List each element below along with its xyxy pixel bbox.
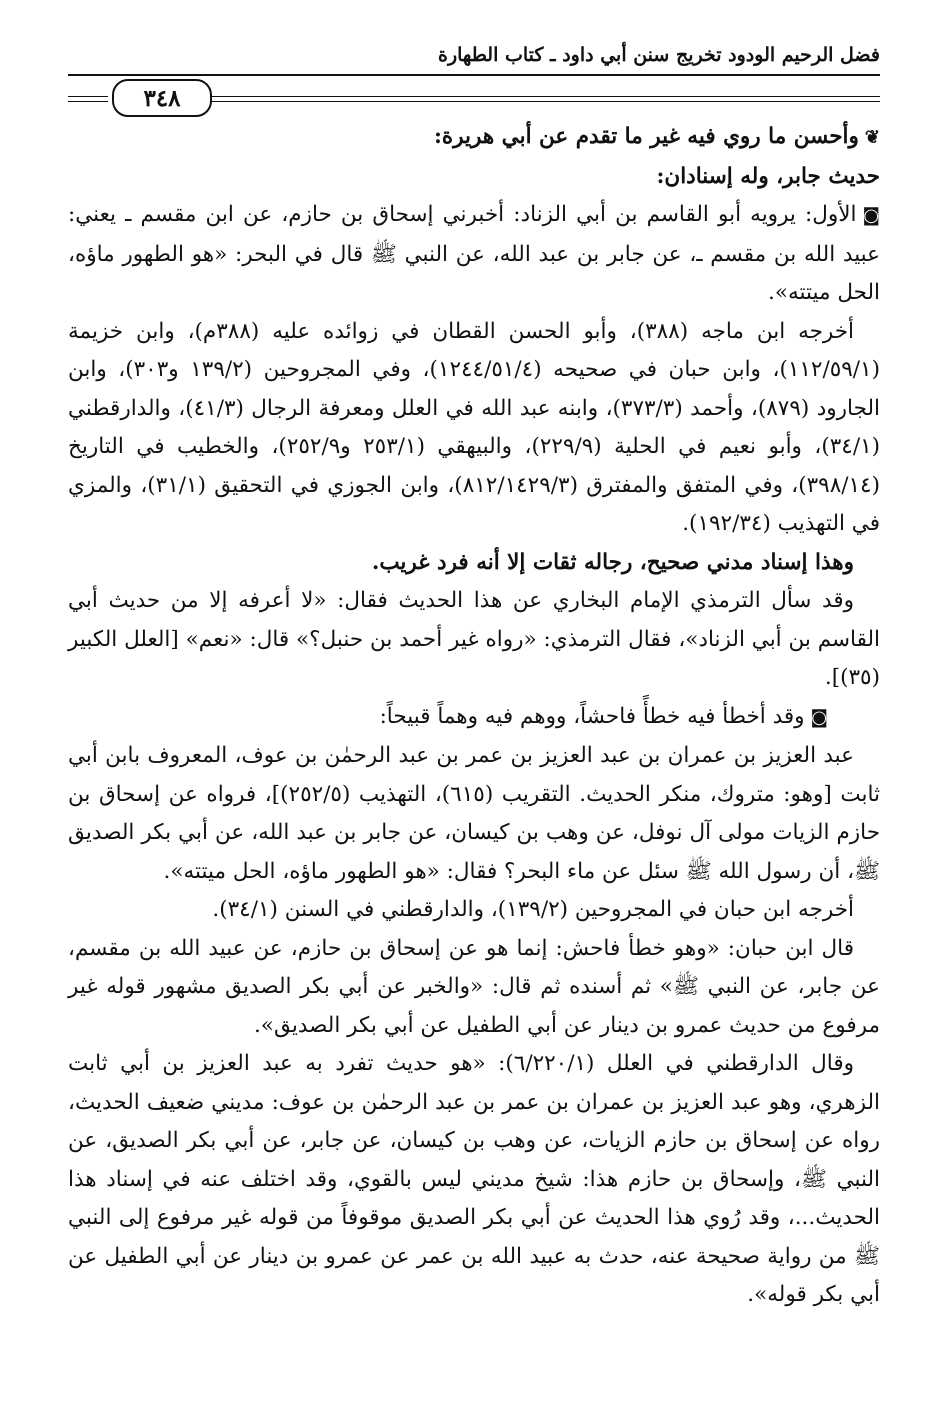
book-title: فضل الرحيم الودود تخريج سنن أبي داود ـ كتاب الطهارة bbox=[438, 44, 880, 66]
paragraph bbox=[68, 118, 880, 158]
page-number: ٣٤٨ bbox=[112, 79, 212, 117]
paragraph-marker-icon: ◙ bbox=[862, 205, 880, 226]
paragraph-text: عبد العزيز بن عمران بن عبد العزيز بن عمر بن عبد الرحمٰن بن عوف، المعروف بابن أبي ثابت [وهو: متروك، منكر الحديث. التقريب (٦١٥)، التهذيب (٢٥٢/٥)]، فرواه عن إسحاق بن حازم الزيات مولى آل نوفل، عن وهب بن كيسان، عن جابر بن عبد الله، عن أبي بكر الصديق ﷺ، أن رسول الله ﷺ سئل عن ماء البحر؟ فقال: «هو الطهور ماؤه، الحل ميتته». bbox=[68, 743, 880, 884]
paragraph bbox=[68, 582, 880, 698]
page-body bbox=[68, 118, 880, 1315]
header-rule bbox=[68, 74, 880, 76]
paragraph bbox=[68, 1045, 880, 1315]
paragraph-text: وقد سأل الترمذي الإمام البخاري عن هذا الحديث فقال: «لا أعرفه إلا من حديث أبي القاسم بن أبي الزناد»، فقال الترمذي: «رواه غير أحمد بن حنبل؟» قال: «نعم» [العلل الكبير (٣٥)]. bbox=[68, 588, 881, 690]
paragraph-text: أخرجه ابن ماجه (٣٨٨)، وأبو الحسن القطان في زوائده عليه (٣٨٨م)، وابن خزيمة (١١٢/٥٩/١)، وابن حبان في صحيحه (١٢٤٤/٥١/٤)، وفي المجروحين (١٣٩/٢ و٣٠٣)، وابن الجارود (٨٧٩)، وأحمد (٣٧٣/٣)، وابنه عبد الله في العلل ومعرفة الرجال (٤١/٣)، والدارقطني (٣٤/١)، وأبو نعيم في الحلية (٢٢٩/٩)، والبيهقي (٢٥٣/١ و٢٥٢/٩)، والخطيب في التاريخ (٣٩٨/١٤)، وفي المتفق والمفترق (٨١٢/١٤٢٩/٣)، وابن الجوزي في التحقيق (٣١/١)، والمزي في التهذيب (١٩٢/٣٤). bbox=[68, 318, 881, 536]
paragraph-marker-icon: ◙ bbox=[810, 706, 828, 728]
paragraph-text: وقال الدارقطني في العلل (٦/٢٢٠/١): «هو حديث تفرد به عبد العزيز بن أبي ثابت الزهري، وهو عبد العزيز بن عمران بن عمر بن عبد الرحمٰن بن عوف: مديني ضعيف الحديث، رواه عن إسحاق بن حازم الزيات، عن وهب بن كيسان، عن جابر، عن أبي بكر الصديق، عن النبي ﷺ، وإسحاق بن حازم هذا: شيخ مديني ليس بالقوي، وقد اختلف عنه في إسناد هذا الحديث...، وقد رُوي هذا الحديث عن أبي بكر الصديق موقوفاً من قوله غير مرفوع إلى النبي ﷺ من رواية صحيحة عنه، حدث به عبيد الله بن عمر عن عمرو بن دينار عن أبي الطفيل عن أبي بكر قوله». bbox=[68, 1051, 880, 1307]
header-left-rule bbox=[68, 96, 108, 97]
paragraph bbox=[68, 196, 880, 313]
paragraph bbox=[68, 313, 880, 544]
paragraph bbox=[68, 544, 880, 583]
paragraph bbox=[68, 737, 880, 891]
paragraph bbox=[68, 891, 880, 930]
paragraph-text: الأول: يرويه أبو القاسم بن أبي الزناد: أخبرني إسحاق بن حازم، عن ابن مقسم ـ يعني: عبيد الله بن مقسم ـ، عن جابر بن عبد الله، عن النبي ﷺ قال في البحر: «هو الطهور ماؤه، الحل ميتته». bbox=[68, 202, 880, 305]
paragraph-text: وقد أخطأ فيه خطأً فاحشاً، ووهم فيه وهماً قبيحاً: bbox=[379, 703, 805, 729]
paragraph-text: وأحسن ما روي فيه غير ما تقدم عن أبي هريرة: bbox=[433, 124, 859, 149]
page-header bbox=[68, 38, 880, 112]
paragraph-text: قال ابن حبان: «وهو خطأ فاحش: إنما هو عن إسحاق بن حازم، عن عبيد الله بن مقسم، عن جابر، عن النبي ﷺ» ثم أسنده ثم قال: «والخبر عن أبي بكر الصديق مشهور قوله غير مرفوع من حديث عمرو بن دينار عن أبي الطفيل عن أبي بكر الصديق». bbox=[68, 935, 880, 1038]
header-double-rule bbox=[162, 101, 880, 102]
paragraph-text: حديث جابر، وله إسنادان: bbox=[656, 163, 880, 189]
paragraph bbox=[68, 698, 880, 738]
paragraph-text: أخرجه ابن حبان في المجروحين (١٣٩/٢)، والدارقطني في السنن (٣٤/١). bbox=[212, 897, 854, 922]
paragraph bbox=[68, 158, 880, 197]
paragraph bbox=[68, 930, 880, 1046]
paragraph-marker-icon: ❦ bbox=[864, 127, 880, 148]
paragraph-text: وهذا إسناد مدني صحيح، رجاله ثقات إلا أنه فرد غريب. bbox=[371, 549, 854, 575]
header-left-rule bbox=[68, 101, 108, 102]
header-double-rule bbox=[162, 96, 880, 97]
